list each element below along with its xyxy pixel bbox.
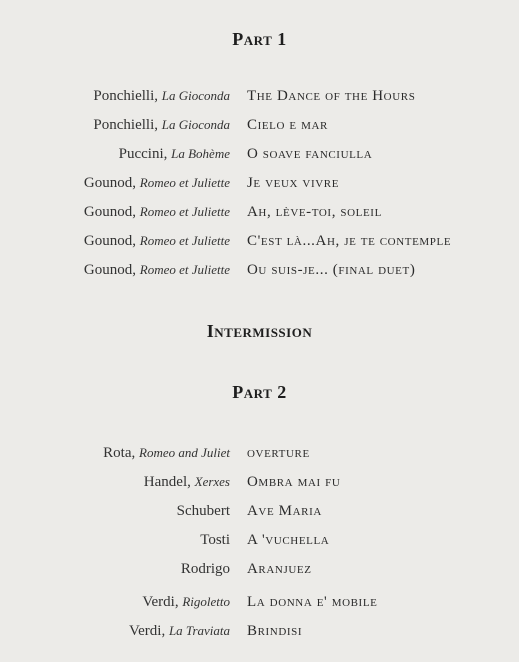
opera-name: Romeo et Juliette	[139, 204, 230, 219]
composer-credit	[181, 561, 230, 578]
program-item	[0, 262, 519, 282]
composer-name: Gounod,	[83, 233, 136, 249]
program-item	[0, 146, 519, 166]
composer-name: Gounod,	[83, 262, 136, 278]
composer-credit	[93, 88, 230, 105]
composer-name: Rodrigo	[180, 561, 230, 577]
program-item	[0, 561, 519, 581]
opera-name: Romeo and Juliet	[139, 445, 230, 460]
program-item	[0, 117, 519, 137]
opera-name: Romeo et Juliette	[139, 175, 230, 190]
composer-name: Tosti	[200, 532, 230, 548]
piece-title: Ou suis-je... (final duet)	[247, 262, 416, 278]
piece-title: A 'vuchella	[247, 532, 330, 548]
composer-credit	[84, 204, 230, 221]
piece-title: Brindisi	[247, 623, 303, 639]
opera-name: La Traviata	[168, 623, 230, 638]
opera-name: La Gioconda	[161, 88, 230, 103]
program-item	[0, 503, 519, 523]
piece-title: The Dance of the Hours	[247, 88, 416, 104]
piece-title: Aranjuez	[247, 561, 312, 577]
composer-name: Gounod,	[83, 204, 136, 220]
composer-name: Verdi,	[128, 623, 166, 639]
piece-title: Ave Maria	[247, 503, 322, 519]
composer-credit	[84, 175, 230, 192]
piece-title: Cielo e mar	[247, 117, 328, 133]
composer-name: Ponchielli,	[93, 117, 158, 133]
piece-title: Ombra mai fu	[247, 474, 341, 490]
piece-title: C'est là...Ah, je te contemple	[247, 233, 452, 249]
piece-title: overture	[247, 445, 310, 461]
piece-title: O soave fanciulla	[247, 146, 373, 162]
opera-name: Romeo et Juliette	[139, 262, 230, 277]
opera-name: Romeo et Juliette	[139, 233, 230, 248]
opera-name: La Bohème	[171, 146, 230, 161]
composer-credit	[119, 146, 230, 163]
composer-name: Ponchielli,	[93, 88, 158, 104]
composer-name: Schubert	[176, 503, 230, 519]
opera-name: Rigoletto	[182, 594, 230, 609]
composer-credit	[142, 594, 230, 611]
program-item	[0, 233, 519, 253]
composer-credit	[84, 262, 230, 279]
program-item	[0, 204, 519, 224]
composer-credit	[93, 117, 230, 134]
program-item	[0, 445, 519, 465]
part-2-heading: Part 2	[232, 382, 287, 402]
program-item	[0, 532, 519, 552]
piece-title: Je veux vivre	[247, 175, 340, 191]
composer-name: Puccini,	[118, 146, 168, 162]
opera-name: Xerxes	[194, 474, 230, 489]
part-1-heading: Part 1	[232, 29, 287, 49]
composer-name: Verdi,	[142, 594, 179, 610]
program-item	[0, 623, 519, 643]
composer-credit	[103, 445, 230, 462]
intermission-heading: Intermission	[206, 321, 313, 341]
program-item	[0, 474, 519, 494]
composer-name: Rota,	[103, 445, 136, 461]
piece-title: La donna e' mobile	[247, 594, 378, 610]
composer-credit	[84, 233, 230, 250]
program-item	[0, 594, 519, 614]
composer-credit	[177, 503, 230, 520]
composer-credit	[144, 474, 230, 491]
composer-credit	[200, 532, 230, 549]
piece-title: Ah, lève-toi, soleil	[247, 204, 382, 220]
composer-name: Handel,	[143, 474, 191, 490]
opera-name: La Gioconda	[161, 117, 230, 132]
composer-name: Gounod,	[83, 175, 136, 191]
program-item	[0, 88, 519, 108]
program-item	[0, 175, 519, 195]
composer-credit	[129, 623, 230, 640]
